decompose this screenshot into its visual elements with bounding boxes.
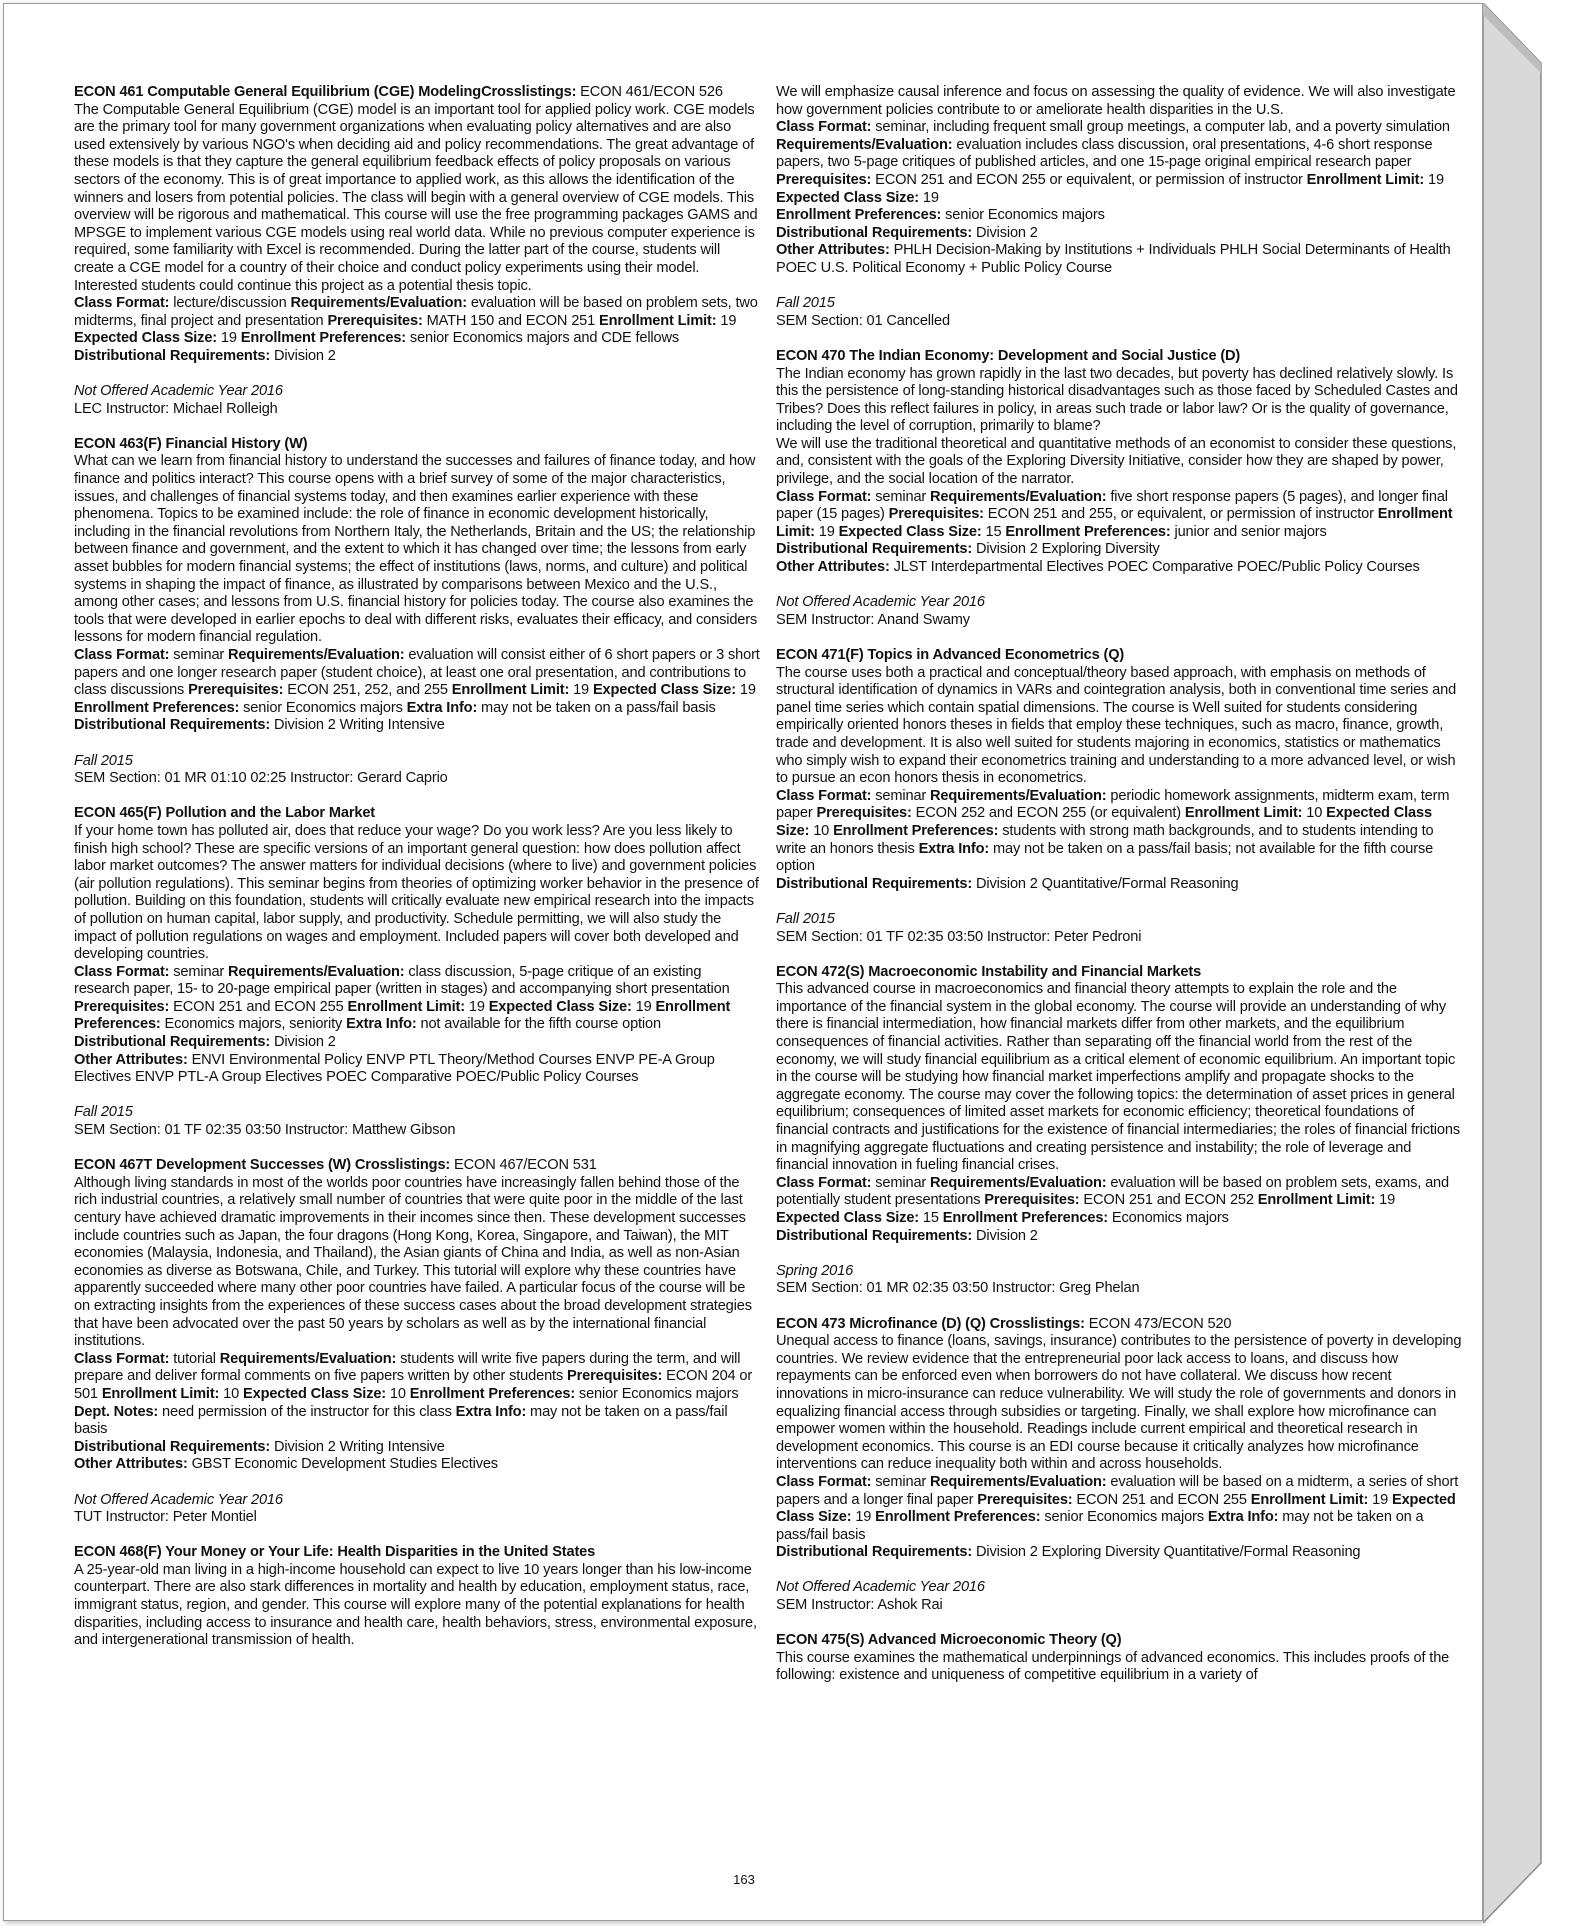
term-label: Not Offered Academic Year 2016 [74, 1491, 283, 1508]
detail-label: Enrollment Limit: [776, 506, 1453, 540]
course-description: A 25-year-old man living in a high-income household can expect to live 10 years longer than his low-income counterpart. There are also stark differences in mortality and health by education, employment status, race, immigrant status, region, and gender. This course will explore many of the potential explanations for health disparities, including access to insurance and health care, health behaviors, stress, environmental exposure, and intergenerational transmission of health. [74, 1561, 757, 1649]
detail-value: seminar [169, 647, 229, 663]
crosslistings-label: Crosslistings: [985, 1315, 1085, 1332]
section-info [74, 1492, 760, 1527]
course-entry [74, 1544, 760, 1650]
course-heading [74, 805, 760, 823]
detail-label: Enrollment Preferences: [776, 207, 942, 224]
course-entry [74, 436, 760, 735]
detail-value: senior Economics majors [239, 699, 407, 716]
detail-value: 19 [919, 189, 939, 206]
detail-label: Distributional Requirements: [74, 1438, 271, 1455]
course-title: ECON 475(S) Advanced Microeconomic Theory (Q) [776, 1632, 1122, 1649]
section-info [74, 1104, 760, 1139]
section-info [776, 295, 1462, 330]
detail-label: Class Format: [74, 295, 170, 312]
detail-value: 19 [716, 312, 737, 329]
detail-value: Division 2 [972, 224, 1038, 241]
page-number: 163 [733, 1872, 755, 1887]
detail-label: Enrollment Limit: [1257, 1192, 1376, 1209]
detail-value: Economics majors [1108, 1210, 1229, 1226]
course-heading [74, 436, 760, 454]
detail-value: 19 [1368, 1491, 1392, 1508]
detail-value: Division 2 Writing Intensive [270, 717, 445, 734]
course-details [74, 295, 760, 348]
course-attribute-line [74, 1034, 760, 1052]
course-attribute-line [74, 1052, 760, 1087]
course-heading [776, 348, 1462, 366]
detail-value: Division 2 [972, 1227, 1038, 1244]
detail-label: Expected Class Size: [776, 1491, 1456, 1526]
course-details [776, 489, 1462, 542]
course-details [74, 964, 760, 1034]
detail-label: Extra Info: [406, 699, 478, 716]
course-attribute-line [776, 242, 1462, 277]
detail-value: 10 [386, 1385, 410, 1402]
detail-label: Requirements/Evaluation: [930, 1473, 1107, 1490]
course-entry [74, 84, 760, 366]
course-heading [776, 647, 1462, 665]
detail-label: Class Format: [74, 1350, 170, 1367]
detail-label: Expected Class Size: [243, 1385, 387, 1402]
course-attribute-line [74, 1456, 760, 1474]
detail-label: Enrollment Limit: [1250, 1491, 1369, 1508]
detail-value: Division 2 Writing Intensive [270, 1438, 445, 1455]
page-edge-3d [1483, 3, 1543, 1923]
course-title: ECON 463(F) Financial History (W) [74, 435, 308, 452]
crosslistings-value: ECON 461/ECON 526 [576, 84, 723, 100]
detail-value: 15 [919, 1210, 943, 1226]
term-label: Not Offered Academic Year 2016 [776, 594, 985, 611]
detail-label: Class Format: [776, 488, 872, 505]
section-instructor: LEC Instructor: Michael Rolleigh [74, 400, 278, 417]
detail-label: Enrollment Preferences: [833, 822, 999, 839]
detail-value: PHLH Decision-Making by Institutions + Individuals PHLH Social Determinants of Health POEC U.S. Political Economy + Public Policy Course [776, 242, 1451, 276]
detail-value: may not be taken on a pass/fail basis; not available for the fifth course option [776, 840, 1434, 875]
course-entry [776, 84, 1462, 278]
detail-value: evaluation will consist either of 6 short papers or 3 short papers and one longer research paper (student choice), at least one oral presentation, and contributions to class discussions [74, 647, 760, 699]
detail-value: senior Economics majors [941, 207, 1105, 224]
course-attribute-line [74, 1439, 760, 1457]
detail-value: may not be taken on a pass/fail basis [776, 1509, 1424, 1543]
crosslistings-value: ECON 467/ECON 531 [450, 1157, 597, 1174]
detail-label: Enrollment Preferences: [942, 1210, 1109, 1226]
course-description: What can we learn from financial history to understand the successes and failures of finance today, and how finance and politics interact? This course opens with a brief survey of some of the major characteristics, issues, and challenges of financial systems today, and then examines earlier experience with these phenomena. Topics to be examined include: the role of finance in economic development historically, including in the financial revolutions from Northern Italy, the Netherlands, Britain and the US; the relationship between finance and government, and the extent to which it has changed over time; the lessons from early asset bubbles for modern financial systems; the effect of institutions (laws, norms, and culture) and political systems in shaping the impact of finance, as illustrated by comparisons between Mexico and the U.S., among other cases; and lessons from U.S. financial history for policies today. The course also examines the tools that were developed in earlier epochs to deal with different risks, evaluates their efficacy, and considers lessons for modern financial regulation. [74, 453, 758, 646]
detail-value: 19 [851, 1509, 876, 1526]
detail-label: Prerequisites: [888, 506, 984, 523]
detail-label: Enrollment Preferences: [74, 998, 731, 1033]
course-heading [776, 964, 1462, 982]
detail-label: Expected Class Size: [74, 330, 218, 347]
detail-label: Enrollment Limit: [599, 312, 717, 329]
course-title: ECON 465(F) Pollution and the Labor Market [74, 805, 376, 822]
detail-value: Economics majors, seniority [160, 1016, 347, 1033]
detail-label: Requirements/Evaluation: [228, 647, 405, 663]
detail-value: junior and senior majors [1170, 523, 1327, 540]
term-label: Fall 2015 [74, 1104, 133, 1121]
term-label: Not Offered Academic Year 2016 [776, 1579, 985, 1596]
detail-value: lecture/discussion [169, 295, 291, 312]
detail-value: students with strong math backgrounds, and to students intending to write an honors thesis [776, 822, 1434, 857]
course-attribute-line [74, 348, 760, 366]
course-attribute-line [776, 1228, 1462, 1246]
course-details [776, 788, 1462, 876]
detail-label: Enrollment Limit: [1306, 171, 1425, 188]
left-column [74, 84, 760, 1667]
course-attribute-line [776, 1544, 1462, 1562]
detail-label: Distributional Requirements: [776, 1227, 973, 1244]
detail-label: Other Attributes: [74, 1456, 188, 1473]
course-title: ECON 467T Development Successes (W) [74, 1157, 351, 1174]
detail-label: Prerequisites: [74, 998, 170, 1015]
course-title: ECON 461 Computable General Equilibrium (CGE) Modeling [74, 84, 482, 100]
detail-value: 10 [1302, 805, 1327, 822]
term-label: Fall 2015 [776, 910, 835, 927]
detail-label: Expected Class Size: [488, 998, 632, 1015]
detail-value: Division 2 Exploring Diversity [972, 541, 1160, 558]
detail-value: seminar [871, 488, 931, 505]
detail-value: JLST Interdepartmental Electives POEC Comparative POEC/Public Policy Courses [889, 559, 1420, 576]
course-attribute-line [776, 541, 1462, 559]
detail-label: Requirements/Evaluation: [228, 963, 405, 980]
course-heading [74, 84, 760, 102]
detail-value: seminar [871, 787, 931, 804]
detail-value: 19 [735, 682, 756, 699]
detail-value: senior Economics majors and CDE fellows [406, 330, 680, 347]
course-heading [776, 1316, 1462, 1334]
detail-label: Enrollment Preferences: [409, 1385, 576, 1402]
course-details [776, 1175, 1462, 1228]
right-column [776, 84, 1462, 1703]
section-instructor: SEM Section: 01 Cancelled [776, 312, 950, 329]
course-description: The course uses both a practical and conceptual/theory based approach, with emphasis on methods of structural identification of dynamics in VARs and cointegration analysis, both in conventional time series and panel time series which contain spatial dimensions. The course is Well suited for students considering empirically oriented honors theses in fields that employ these techniques, such as macro, finance, growth, trade and development. It is also well suited for students majoring in economics, statistics or mathematics who simply wish to expand their econometrics training and understanding to a more advanced level, or wish to pursue an econ honors thesis in econometrics. [776, 664, 1457, 787]
course-title: ECON 472(S) Macroeconomic Instability and Financial Markets [776, 963, 1202, 980]
section-info [776, 911, 1462, 946]
course-entry [776, 1632, 1462, 1685]
course-heading [74, 1544, 760, 1562]
detail-value: evaluation will be based on a midterm, a series of short papers and a longer final paper [776, 1473, 1459, 1508]
course-title: ECON 473 Microfinance (D) (Q) [776, 1315, 986, 1332]
detail-value: seminar [871, 1174, 931, 1191]
detail-value: seminar [169, 963, 229, 980]
detail-label: Enrollment Preferences: [240, 330, 407, 347]
detail-value: may not be taken on a pass/fail basis [74, 1403, 728, 1438]
detail-label: Prerequisites: [567, 1368, 663, 1385]
course-details [776, 119, 1462, 207]
detail-value: Division 2 Exploring Diversity Quantitative/Formal Reasoning [972, 1544, 1361, 1561]
detail-label: Enrollment Preferences: [1005, 523, 1171, 540]
section-instructor: SEM Section: 01 MR 01:10 02:25 Instructor: Gerard Caprio [74, 770, 448, 787]
detail-value: ECON 251 and ECON 255 [1072, 1491, 1251, 1508]
detail-label: Prerequisites: [188, 682, 284, 699]
document-page [3, 3, 1483, 1921]
section-instructor: SEM Section: 01 TF 02:35 03:50 Instructor: Peter Pedroni [776, 928, 1142, 945]
detail-label: Other Attributes: [776, 242, 890, 259]
detail-value: 19 [1424, 171, 1444, 188]
detail-value: Division 2 Quantitative/Formal Reasoning [972, 875, 1239, 892]
detail-value: class discussion, 5-page critique of an existing research paper, 15- to 20-page empirical paper (written in stages) and accompanying short presentation [74, 963, 730, 998]
detail-label: Enrollment Preferences: [74, 699, 240, 716]
course-attribute-line [776, 876, 1462, 894]
detail-label: Requirements/Evaluation: [219, 1350, 397, 1367]
crosslistings-label: Crosslistings: [351, 1157, 451, 1174]
detail-label: Class Format: [74, 647, 170, 663]
detail-label: Enrollment Limit: [101, 1385, 220, 1402]
course-heading [776, 1632, 1462, 1650]
detail-value: 10 [219, 1385, 244, 1402]
detail-value: ECON 251 and 255, or equivalent, or permission of instructor [983, 506, 1378, 523]
detail-label: Requirements/Evaluation: [930, 488, 1107, 505]
detail-label: Class Format: [776, 119, 872, 136]
detail-label: Requirements/Evaluation: [930, 787, 1107, 804]
detail-value: 19 [217, 330, 241, 347]
detail-value: ECON 251 and ECON 255 [169, 998, 348, 1015]
course-details [776, 1474, 1462, 1544]
detail-value: seminar [871, 1473, 931, 1490]
crosslistings-label: Crosslistings: [481, 84, 577, 100]
detail-label: Other Attributes: [74, 1051, 188, 1068]
detail-value: ENVI Environmental Policy ENVP PTL Theory/Method Courses ENVP PE-A Group Electives ENVP PTL-A Group Electives POEC Comparative POEC/Public Policy Courses [74, 1051, 715, 1086]
course-entry [776, 1316, 1462, 1562]
detail-value: 15 [981, 523, 1006, 540]
detail-value: evaluation will be based on problem sets, exams, and potentially student presentations [776, 1174, 1449, 1209]
term-label: Fall 2015 [776, 295, 835, 312]
detail-label: Distributional Requirements: [74, 717, 271, 734]
course-attribute-line [776, 225, 1462, 243]
detail-label: Extra Info: [455, 1403, 527, 1420]
detail-label: Enrollment Preferences: [875, 1509, 1041, 1526]
detail-value: five short response papers (5 pages), and longer final paper (15 pages) [776, 488, 1448, 523]
detail-label: Prerequisites: [977, 1491, 1073, 1508]
section-info [74, 753, 760, 788]
detail-label: Requirements/Evaluation: [776, 136, 953, 153]
detail-label: Distributional Requirements: [776, 875, 973, 892]
section-instructor: SEM Instructor: Ashok Rai [776, 1597, 943, 1614]
section-info [776, 1263, 1462, 1298]
course-attribute-line [776, 559, 1462, 577]
detail-value: tutorial [169, 1350, 220, 1367]
detail-value: GBST Economic Development Studies Electives [187, 1456, 498, 1473]
detail-label: Expected Class Size: [838, 523, 982, 540]
detail-label: Requirements/Evaluation: [290, 295, 467, 312]
detail-value: 19 [464, 998, 489, 1015]
detail-label: Expected Class Size: [776, 805, 1432, 839]
detail-value: ECON 251 and ECON 252 [1079, 1192, 1258, 1209]
course-title: ECON 471(F) Topics in Advanced Econometrics (Q) [776, 647, 1125, 663]
course-description: If your home town has polluted air, does that reduce your wage? Do you work less? Are you less likely to finish high school? These are specific versions of an important general question: how does pollution affect labor market outcomes? The answer matters for individual decisions (where to live) and government policies (air pollution regulations). This seminar begins from theories of optimizing worker behavior in the presence of pollution. Building on this foundation, students will critically evaluate new empirical research into the impacts of pollution on human capital, labor supply, and productivity. Schedule permitting, we will also study the impact of pollution regulations on wages and employment. Included papers will cover both developed and developing countries. [74, 822, 759, 963]
section-info [776, 594, 1462, 629]
course-description: This course examines the mathematical underpinnings of advanced economics. This includes proofs of the following: existence and uniqueness of competitive equilibrium in a variety of [776, 1649, 1450, 1684]
course-attribute-line [776, 207, 1462, 225]
detail-label: Class Format: [74, 963, 170, 980]
detail-value: students will write five papers during the term, and will prepare and deliver formal comments on five papers written by other students [74, 1350, 741, 1385]
course-entry [776, 348, 1462, 577]
detail-value: 10 [809, 822, 834, 839]
section-instructor: TUT Instructor: Peter Montiel [74, 1509, 257, 1526]
detail-label: Distributional Requirements: [776, 541, 973, 558]
detail-label: Prerequisites: [327, 312, 423, 329]
detail-value: ECON 252 and ECON 255 (or equivalent) [911, 805, 1185, 822]
detail-label: Expected Class Size: [776, 189, 920, 206]
detail-label: Distributional Requirements: [74, 347, 271, 364]
detail-value: MATH 150 and ECON 251 [422, 312, 600, 329]
detail-label: Expected Class Size: [592, 682, 736, 699]
detail-label: Other Attributes: [776, 559, 890, 576]
detail-value: 19 [569, 682, 593, 699]
course-description: The Computable General Equilibrium (CGE) model is an important tool for applied policy work. CGE models are the primary tool for many government organizations when evaluating policy alternatives and are also used extensively by various NGO's when deciding aid and policy recommendations. The great advantage of these models is that they capture the general equilibrium feedback effects of policy proposals on various sectors of the economy. This is of great importance to applied work, as this allows the identification of the winners and losers from potential policies. The class will begin with a general overview of CGE models. This overview will be rigorous and mathematical. This course will use the free programming packages GAMS and MPSGE to implement various CGE models using real world data. While no previous computer experience is required, some familiarity with Excel is recommended. During the latter part of the course, students will create a CGE model for a country of their choice and conduct policy experiments using their model. Interested students could continue this project as a potential thesis topic. [74, 101, 758, 294]
course-entry [74, 805, 760, 1087]
detail-label: Enrollment Limit: [451, 682, 570, 699]
detail-label: Distributional Requirements: [776, 224, 973, 241]
detail-value: senior Economics majors [575, 1385, 739, 1402]
detail-value: 19 [814, 523, 839, 540]
course-description: We will use the traditional theoretical and quantitative methods of an economist to consider these questions, and, consistent with the goals of the Exploring Diversity Initiative, consider how they are shaped by power, privilege, and the social location of the narrator. [776, 435, 1457, 488]
course-description: The Indian economy has grown rapidly in the last two decades, but poverty has declined relatively slowly. Is this the persistence of long-standing historical disadvantages such as those faced by Scheduled Castes and Tribes? Does this reflect failures in policy, in areas such trade or labor law? Or is the quality of governance, including the level of corruption, primarily to blame? [776, 365, 1458, 435]
detail-label: Enrollment Limit: [1184, 805, 1303, 822]
detail-value: ECON 204 or 501 [74, 1368, 753, 1402]
detail-value: evaluation includes class discussion, oral presentations, 4-6 short response papers, two 5-page critiques of published articles, and one 15-page original empirical research paper [776, 136, 1433, 171]
detail-label: Distributional Requirements: [74, 1034, 271, 1051]
term-label: Spring 2016 [776, 1262, 854, 1279]
course-description: This advanced course in macroeconomics and financial theory attempts to explain the role and the importance of the financial system in the global economy. The course will provide an understanding of why there is financial intermediation, how financial markets differ from other markets, and the equilibrium consequences of financial activities. Rather than separating off the financial world from the rest of the economy, we will study financial equilibrium as a critical element of economic equilibrium. An important topic in the course will be studying how financial market imperfections amplify and propagate shocks to the aggregate economy. The course may cover the following topics: the determination of asset prices in general equilibrium; consequences of limited asset markets for economic efficiency; theoretical foundations of financial contracts and justifications for the existence of financial intermediaries; the roles of financial frictions in magnifying aggregate fluctuations and creating persistence and instability; the role of leverage and financial innovation in fueling financial crises. [776, 981, 1460, 1174]
course-description: Unequal access to finance (loans, savings, insurance) contributes to the persistence of poverty in developing countries. We review evidence that the entrepreneurial poor lack access to loans, and discuss how repayments can be enforced even when borrowers do not have collateral. We discuss how recent innovations in micro-insurance can reduce vulnerability. We will study the role of governments and donors in equalizing financial access through subsidies or targeting. Finally, we shall explore how microfinance can empower women within the household. Readings include current empirical and theoretical research in development economics. This course is an EDI course because it critically analyzes how microfinance interventions can reduce inequality both within and across households. [776, 1333, 1462, 1473]
section-instructor: SEM Instructor: Anand Swamy [776, 611, 970, 628]
detail-value: evaluation will be based on problem sets, two midterms, final project and presentation [74, 295, 758, 329]
detail-value: ECON 251, 252, and 255 [283, 682, 452, 699]
course-details [74, 647, 760, 717]
course-attribute-line [74, 717, 760, 735]
course-entry [776, 647, 1462, 893]
course-title: ECON 468(F) Your Money or Your Life: Health Disparities in the United States [74, 1544, 596, 1561]
detail-value: ECON 251 and ECON 255 or equivalent, or permission of instructor [871, 171, 1307, 188]
section-instructor: SEM Section: 01 MR 02:35 03:50 Instructor: Greg Phelan [776, 1280, 1140, 1297]
detail-value: seminar, including frequent small group meetings, a computer lab, and a poverty simulation [871, 119, 1450, 136]
detail-value: 19 [1375, 1192, 1396, 1209]
detail-label: Requirements/Evaluation: [930, 1174, 1107, 1191]
course-details [74, 1351, 760, 1439]
course-entry [74, 1157, 760, 1474]
detail-label: Extra Info: [1207, 1509, 1279, 1526]
detail-label: Expected Class Size: [776, 1210, 920, 1226]
crosslistings-value: ECON 473/ECON 520 [1084, 1315, 1232, 1332]
detail-label: Prerequisites: [776, 171, 872, 188]
detail-label: Prerequisites: [984, 1192, 1080, 1209]
section-info [74, 383, 760, 418]
detail-value: may not be taken on a pass/fail basis [477, 699, 716, 716]
detail-label: Enrollment Limit: [347, 998, 465, 1015]
course-description: We will emphasize causal inference and focus on assessing the quality of evidence. We will also investigate how government policies contribute to or ameliorate health disparities in the U.S. [776, 84, 1456, 118]
term-label: Fall 2015 [74, 752, 133, 769]
term-label: Not Offered Academic Year 2016 [74, 383, 283, 400]
detail-label: Extra Info: [346, 1016, 417, 1033]
detail-label: Dept. Notes: [74, 1403, 159, 1420]
detail-label: Class Format: [776, 1473, 872, 1490]
detail-label: Extra Info: [918, 840, 990, 857]
detail-label: Prerequisites: [816, 805, 912, 822]
detail-value: Division 2 [270, 347, 336, 364]
detail-value: Division 2 [270, 1034, 336, 1051]
section-info [776, 1579, 1462, 1614]
course-description: Although living standards in most of the worlds poor countries have increasingly fallen behind those of the rich industrial countries, a relatively small number of countries that were quite poor in the middle of the last century have achieved dramatic improvements in their incomes since then. These development successes include countries such as Japan, the four dragons (Hong Kong, Korea, Singapore, and Taiwan), the MIT economies (Malaysia, Indonesia, and Thailand), the Asian giants of China and India, as well as non-Asian economies as diverse as Botswana, Chile, and Turkey. This tutorial will explore why these countries have apparently succeeded where many other poor countries have failed. A particular focus of the course will be on extracting insights from the experiences of these success cases about the broad development strategies that have been advocated over the past 50 years by scholars as well as by the international financial institutions. [74, 1174, 752, 1350]
detail-label: Class Format: [776, 1174, 872, 1191]
course-entry [776, 964, 1462, 1246]
course-heading [74, 1157, 760, 1175]
detail-value: senior Economics majors [1040, 1509, 1208, 1526]
detail-value: need permission of the instructor for this class [158, 1403, 456, 1420]
detail-value: 19 [631, 998, 656, 1015]
section-instructor: SEM Section: 01 TF 02:35 03:50 Instructor: Matthew Gibson [74, 1122, 456, 1139]
course-title: ECON 470 The Indian Economy: Development and Social Justice (D) [776, 347, 1241, 364]
detail-value: periodic homework assignments, midterm exam, term paper [776, 787, 1450, 822]
detail-value: not available for the fifth course option [416, 1016, 661, 1033]
detail-label: Distributional Requirements: [776, 1544, 973, 1561]
detail-label: Class Format: [776, 787, 872, 804]
